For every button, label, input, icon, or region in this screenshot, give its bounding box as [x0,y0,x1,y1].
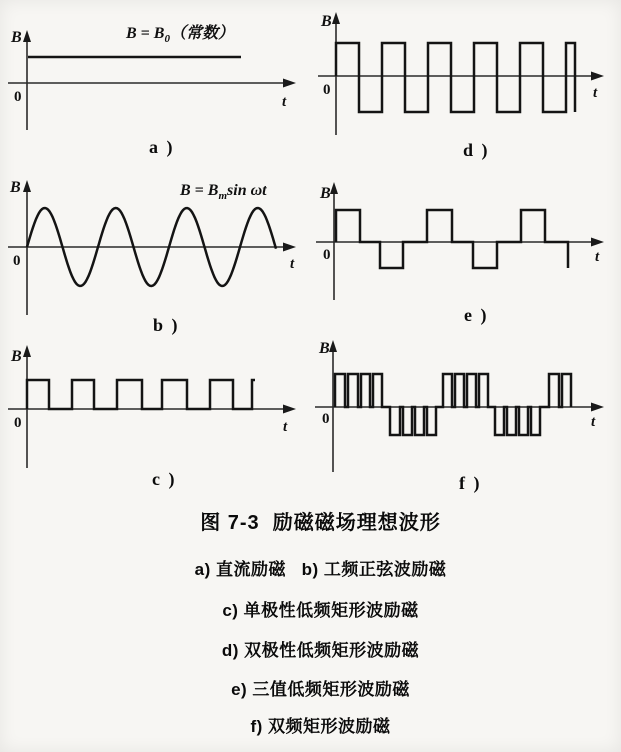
figure-caption-line: d) 双极性低频矩形波励磁 [221,641,420,660]
figure-caption-line: c) 单极性低频矩形波励磁 [222,601,419,620]
figure-caption-title: 图 7-3 励磁磁场理想波形 [200,512,441,534]
x-axis-label: t [290,256,295,272]
equation-pre: B = B [180,182,219,199]
origin-label: 0 [323,247,331,263]
subplot-label-a: a ) [149,137,175,157]
y-axis-label: B [10,179,21,196]
subplot-label-c: c ) [152,469,177,489]
y-axis-label: B [11,348,22,365]
x-axis-label: t [591,414,596,430]
equation-pre: B = B [126,25,165,42]
origin-label: 0 [14,89,22,105]
subplot-label-d: d ) [463,140,490,160]
x-axis-label: t [595,249,600,265]
figure-caption-line: e) 三值低频矩形波励磁 [231,680,410,699]
origin-label: 0 [323,82,331,98]
equation-subscript: 0 [164,33,170,46]
y-axis-label: B [319,340,330,357]
origin-label: 0 [14,415,22,431]
equation-post: sin ωt [227,182,267,199]
equation-post: （常数） [169,25,234,42]
subplot-label-f: f ) [459,473,482,493]
figure-caption-line: a) 直流励磁 b) 工频正弦波励磁 [194,560,447,579]
origin-label: 0 [13,253,21,269]
y-axis-label: B [320,185,331,202]
x-axis-label: t [593,85,598,101]
equation-subscript: m [218,190,228,203]
subplot-label-b: b ) [153,315,180,335]
y-axis-label: B [11,29,22,46]
x-axis-label: t [282,94,287,110]
y-axis-label: B [321,13,332,30]
figure-caption-line: f) 双频矩形波励磁 [250,717,391,736]
subplot-label-e: e ) [464,305,489,325]
origin-label: 0 [322,411,330,427]
x-axis-label: t [283,419,288,435]
